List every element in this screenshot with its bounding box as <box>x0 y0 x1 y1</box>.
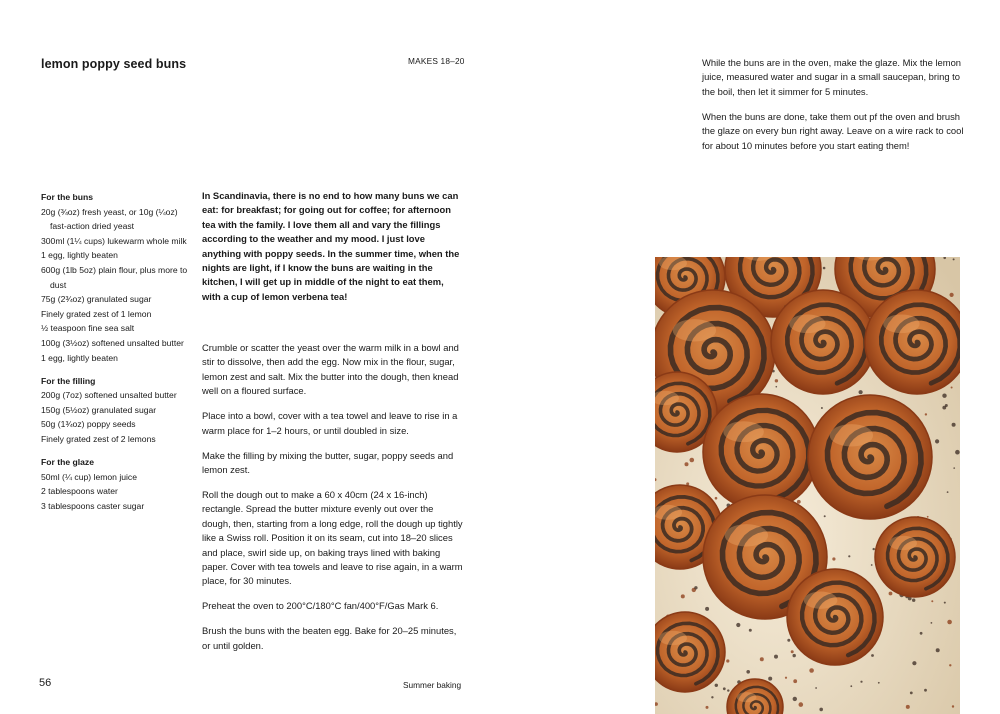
recipe-yield: MAKES 18–20 <box>408 56 465 66</box>
cinnamon-bun-icon <box>865 290 960 394</box>
ingredient-item: 75g (2¾oz) granulated sugar <box>41 294 152 305</box>
ingredient-item: Finely grated zest of 2 lemons <box>41 434 156 444</box>
ingredient-item: 1 egg, lightly beaten <box>41 352 118 363</box>
ingredient-group-heading: For the filling <box>41 375 96 386</box>
cinnamon-bun-icon <box>771 290 875 394</box>
ingredient-item: 2 tablespoons water <box>41 486 118 497</box>
ingredient-item: Finely grated zest of 1 lemon <box>41 308 152 319</box>
method-step: When the buns are done, take them out pf the oven and brush the glaze on every bun right away. Leave on a wire rack to cool for about 10 minutes before you start eating them! <box>702 110 964 151</box>
section-title: Summer baking <box>403 680 462 690</box>
method-step: Roll the dough out to make a 60 x 40cm (24 x 16-inch) rectangle. Spread the butter mixture evenly out over the dough, then, starting from a long edge, roll the dough up tightly like a Swiss roll. Position it on its seam, cut into 18–20 slices and place, swirl side up, on baking trays lined with baking paper. Cover with tea towels and leave to rise again, in a warm place, for 30 minutes. <box>202 489 463 587</box>
method-column <box>202 341 464 664</box>
ingredient-item: 100g (3½oz) softened unsalted butter <box>41 337 184 348</box>
cinnamon-bun-icon <box>703 394 819 510</box>
ingredient-item: 1 egg, lightly beaten <box>41 250 118 261</box>
ingredient-group-filling <box>41 374 191 447</box>
method-step: Crumble or scatter the yeast over the warm milk in a bowl and stir to dissolve, then add the egg. Now mix in the flour, sugar, lemon zest and salt. Mix the butter into the dough, then knead well on a floured surface. <box>202 342 459 397</box>
method-step: While the buns are in the oven, make the glaze. Mix the lemon juice, measured water and sugar in a small saucepan, bring to the boil, then let it simmer for 5 minutes. <box>702 57 961 97</box>
recipe-intro: In Scandinavia, there is no end to how many buns we can eat: for breakfast; for going out for coffee; for afternoon tea with the family. I love them all and vary the fillings according to the weather and my mood. I just love anything with poppy seeds. In the summer time, when the nights are light, if I know the buns are waiting in the kitchen, I will get up in middle of the night to eat them, with a cup of lemon verbena tea! <box>202 190 460 302</box>
method-step: Brush the buns with the beaten egg. Bake for 20–25 minutes, or until golden. <box>202 625 457 651</box>
ingredient-group-buns <box>41 190 191 365</box>
ingredient-item: ½ teaspoon fine sea salt <box>41 323 135 334</box>
cinnamon-bun-icon <box>875 517 955 597</box>
ingredient-item: 50ml (¼ cup) lemon juice <box>41 471 138 482</box>
ingredient-group-heading: For the buns <box>41 192 94 202</box>
cinnamon-bun-icon <box>808 395 932 519</box>
ingredient-item: 300ml (1¼ cups) lukewarm whole milk <box>41 235 187 246</box>
method-step: Place into a bowl, cover with a tea towel and leave to rise in a warm place for 1–2 hours, or until doubled in size. <box>202 410 458 436</box>
recipe-title: lemon poppy seed buns <box>41 57 187 71</box>
poppy-seed-buns-photo <box>655 257 960 714</box>
ingredient-item: 600g (1lb 5oz) plain flour, plus more to dust <box>41 264 188 290</box>
method-step: Preheat the oven to 200°C/180°C fan/400°F/Gas Mark 6. <box>202 600 439 612</box>
page-number: 56 <box>39 677 52 689</box>
cinnamon-bun-icon <box>655 612 725 692</box>
method-step: Make the filling by mixing the butter, sugar, poppy seeds and lemon zest. <box>202 449 454 476</box>
ingredient-group-heading: For the glaze <box>41 457 95 468</box>
ingredient-item: 20g (¾oz) fresh yeast, or 10g (¼oz) fast-action dried yeast <box>41 206 178 232</box>
ingredient-item: 200g (7oz) softened unsalted butter <box>41 390 177 401</box>
ingredient-item: 50g (1¾oz) poppy seeds <box>41 419 136 430</box>
cinnamon-bun-icon <box>787 569 883 665</box>
ingredients-panel <box>41 190 191 522</box>
ingredient-item: 150g (5½oz) granulated sugar <box>41 404 157 415</box>
method-continued-column <box>702 56 964 164</box>
ingredient-item: 3 tablespoons caster sugar <box>41 500 145 511</box>
ingredient-group-glaze <box>41 455 191 513</box>
